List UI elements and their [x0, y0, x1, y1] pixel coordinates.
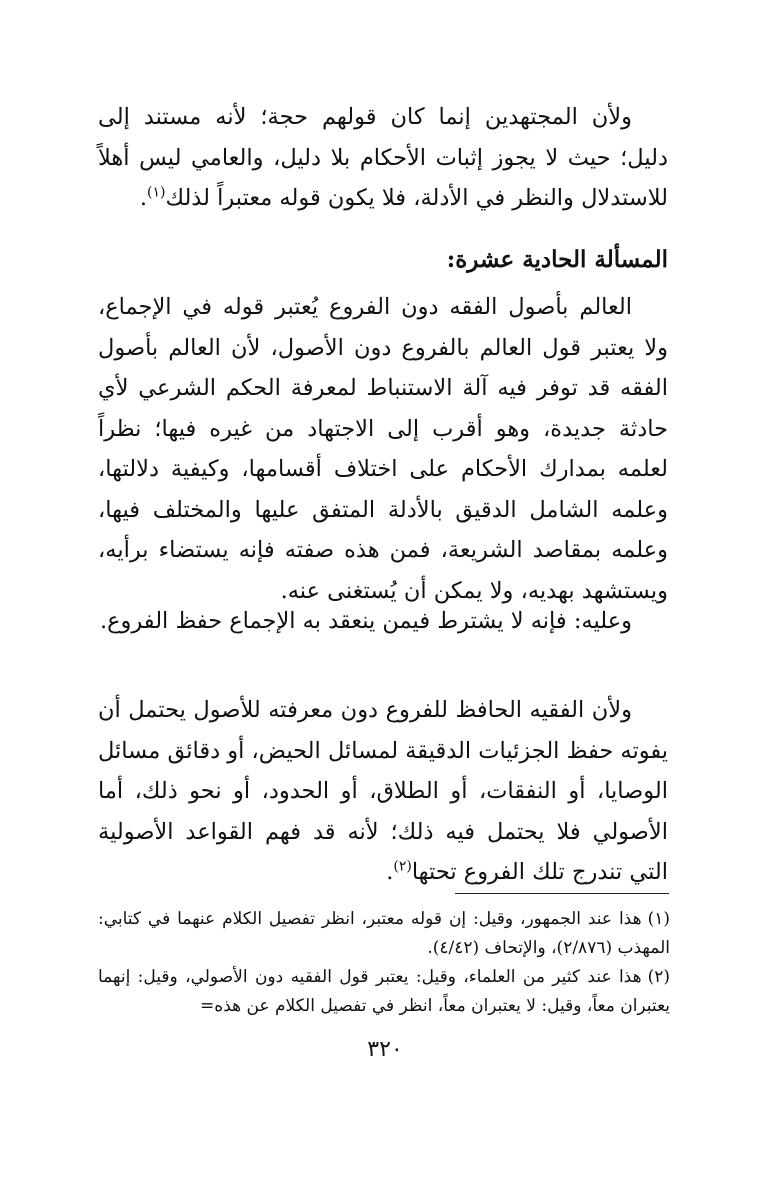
paragraph-4-text: ولأن الفقيه الحافظ للفروع دون معرفته للأصول يحتمل أن يفوته حفظ الجزئيات الدقيقة لمسائل الحيض، أو دقائق مسائل الوصايا، أو النفقات، أو الطلاق، أو الحدود، أو نحو ذلك، أما الأصولي فلا يحتمل فيه ذلك؛ لأنه قد فهم القواعد الأصولية التي تندرج تلك الفروع تحتها [98, 697, 668, 885]
footnote-ref-2: (٢) [393, 858, 412, 875]
section-heading: المسألة الحادية عشرة: [446, 246, 668, 273]
paragraph-4 [98, 690, 668, 893]
footnote-ref-1: (١) [147, 184, 166, 201]
paragraph-4-end: . [386, 859, 394, 885]
paragraph-3: وعليه: فإنه لا يشترط فيمن ينعقد به الإجماع حفظ الفروع. [99, 608, 632, 634]
footnotes [98, 905, 670, 1021]
footnote-2-number: (٢) [647, 967, 670, 987]
paragraph-1-end: . [139, 185, 148, 211]
page-number: ٣٢٠ [367, 1037, 403, 1062]
footnote-2 [98, 963, 670, 1021]
footnote-1 [98, 905, 670, 963]
paragraph-1 [98, 97, 668, 219]
footnote-separator [455, 893, 669, 894]
paragraph-1-text: ولأن المجتهدين إنما كان قولهم حجة؛ لأنه مستند إلى دليل؛ حيث لا يجوز إثبات الأحكام بلا دليل، والعامي ليس أهلاً للاستدلال والنظر في الأدلة، فلا يكون قوله معتبراً لذلك [98, 104, 668, 211]
paragraph-2: العالم بأصول الفقه دون الفروع يُعتبر قوله في الإجماع، ولا يعتبر قول العالم بالفروع دون الأصول، لأن العالم بأصول الفقه قد توفر فيه آلة الاستنباط لمعرفة الحكم الشرعي لأي حادثة جديدة، وهو أقرب إلى الاجتهاد من غيره فيها؛ نظراً لعلمه بمدارك الأحكام على اختلاف أقسامها، وكيفية دلالتها، وعلمه الشامل الدقيق بالأدلة المتفق عليها والمختلف فيها، وعلمه بمقاصد الشريعة، فمن هذه صفته فإنه يستضاء برأيه، ويستشهد بهديه، ولا يمكن أن يُستغنى عنه. [98, 294, 668, 604]
footnote-1-number: (١) [647, 909, 670, 929]
footnote-2-text: هذا عند كثير من العلماء، وقيل: يعتبر قول الفقيه دون الأصولي، وقيل: إنهما يعتبران معاً، وقيل: لا يعتبران معاً، انظر في تفصيل الكلام عن هذه= [98, 967, 670, 1016]
footnote-1-text: هذا عند الجمهور، وقيل: إن قوله معتبر، انظر تفصيل الكلام عنهما في كتابي: المهذب (٢/٨٧٦)، والإتحاف (٤/٤٢). [98, 909, 670, 958]
